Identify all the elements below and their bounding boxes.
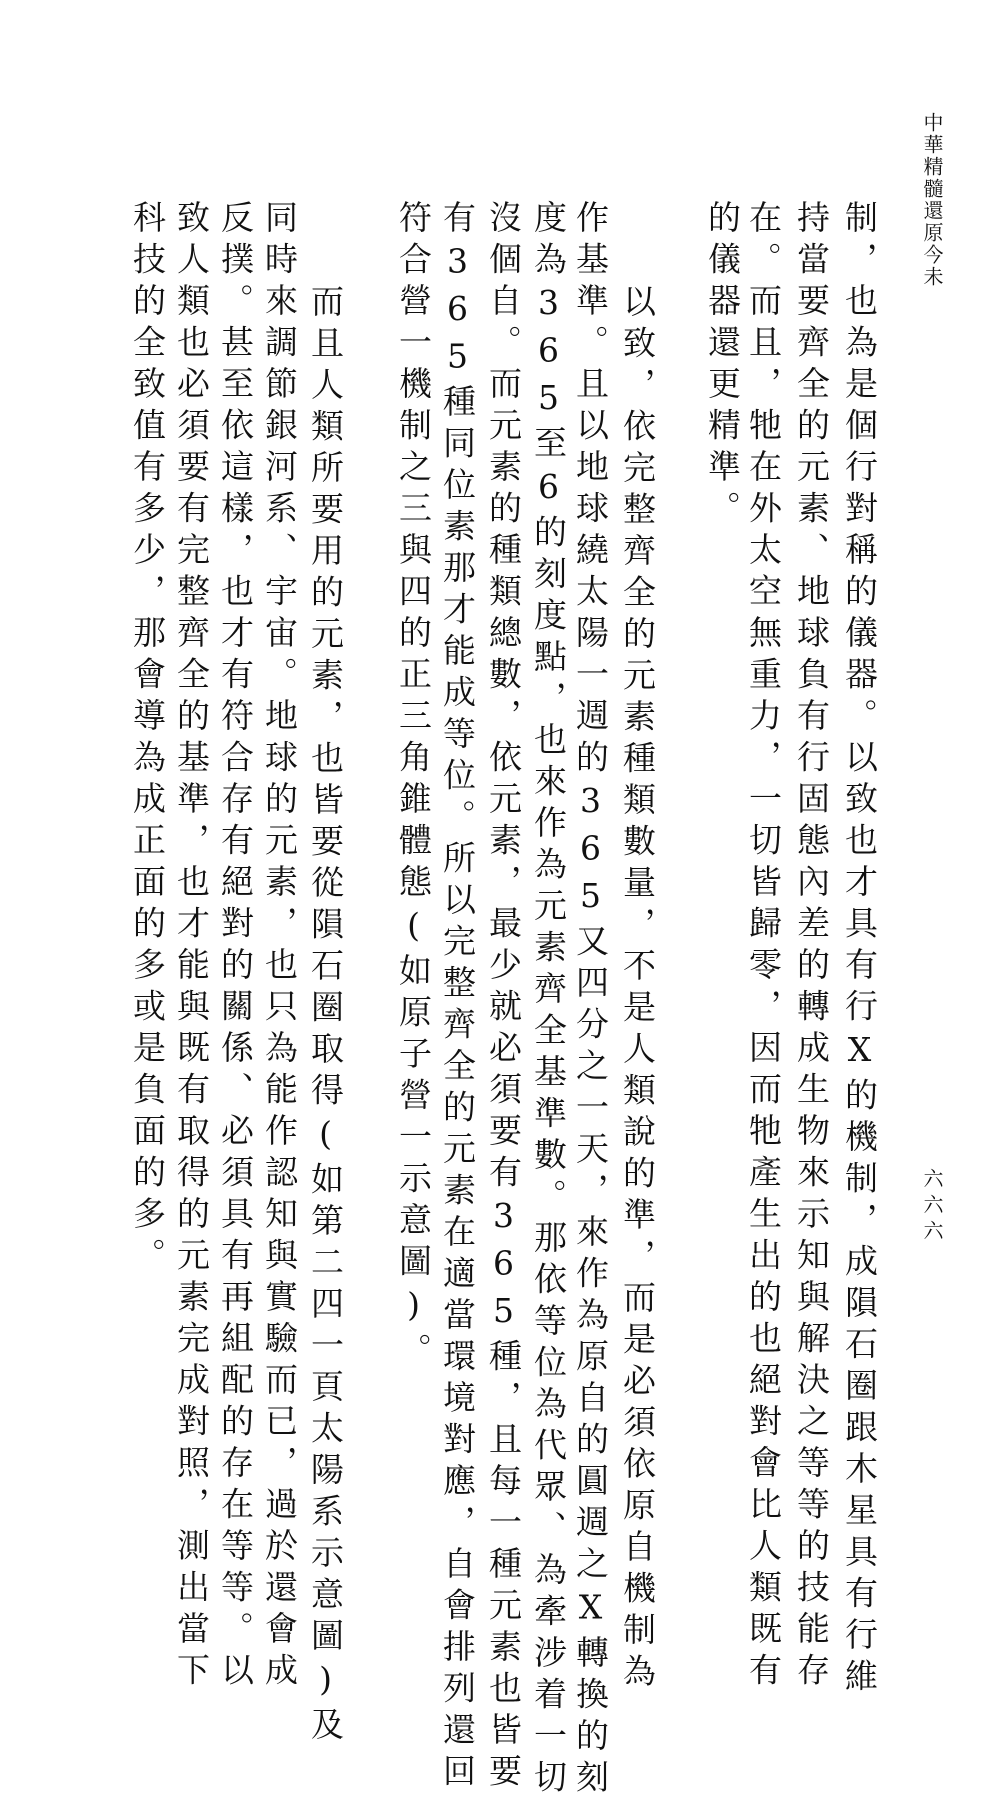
text-column-2: 持當要齊全的元素、地球負有行固態內差的轉成生物來示知與解決之等等的技能存: [792, 200, 831, 1694]
text-column-4: 的儀器還更精準。: [703, 200, 742, 532]
text-column-7: 度為365至6的刻度點，也來作為元素齊全基準數。那依等位為代眾、為牽涉着一切: [529, 200, 568, 1801]
text-column-5: 以致，依完整齊全的元素種類數量，不是人類說的準，而是必須依原自機制為: [618, 284, 657, 1695]
text-column-1: 制，也為是個行對稱的儀器。以致也才具有行X的機制，成隕石圈跟木星具有行維: [840, 200, 879, 1700]
text-column-14: 致人類也必須要有完整齊全的基準，也才能與既有取得的元素完成對照，測出當下: [172, 200, 211, 1694]
text-column-10: 符合營一機制之三與四的正三角錐體態(如原子營一示意圖)。: [394, 200, 433, 1374]
text-column-15: 科技的全致值有多少，那會導為成正面的多或是負面的多。: [128, 200, 167, 1279]
text-column-11: 而且人類所要用的元素，也皆要從隕石圈取得(如第二四一頁太陽系示意圖)及: [306, 284, 345, 1749]
running-header: 中華精髓還原今未: [920, 112, 944, 288]
text-column-13: 反撲。甚至依這樣，也才有符合存有絕對的關係、必須具有再組配的存在等等。以: [216, 200, 255, 1694]
text-column-3: 在。而且，牠在外太空無重力，一切皆歸零，因而牠產生出的也絕對會比人類既有: [744, 200, 783, 1694]
page-number: 六六六: [920, 1168, 944, 1246]
text-column-6: 作基準。且以地球繞太陽一週的365又四分之一天，來作為原自的圓週之X轉換的刻: [571, 200, 610, 1801]
text-column-8: 沒個自。而元素的種類總數，依元素，最少就必須要有365種，且每一種元素也皆要: [484, 200, 523, 1795]
text-column-12: 同時來調節銀河系、宇宙。地球的元素，也只為能作認知與實驗而已，過於還會成: [260, 200, 299, 1694]
text-column-9: 有365種同位素那才能成等位。所以完整齊全的元素在適當環境對應，自會排列還回: [438, 200, 477, 1795]
